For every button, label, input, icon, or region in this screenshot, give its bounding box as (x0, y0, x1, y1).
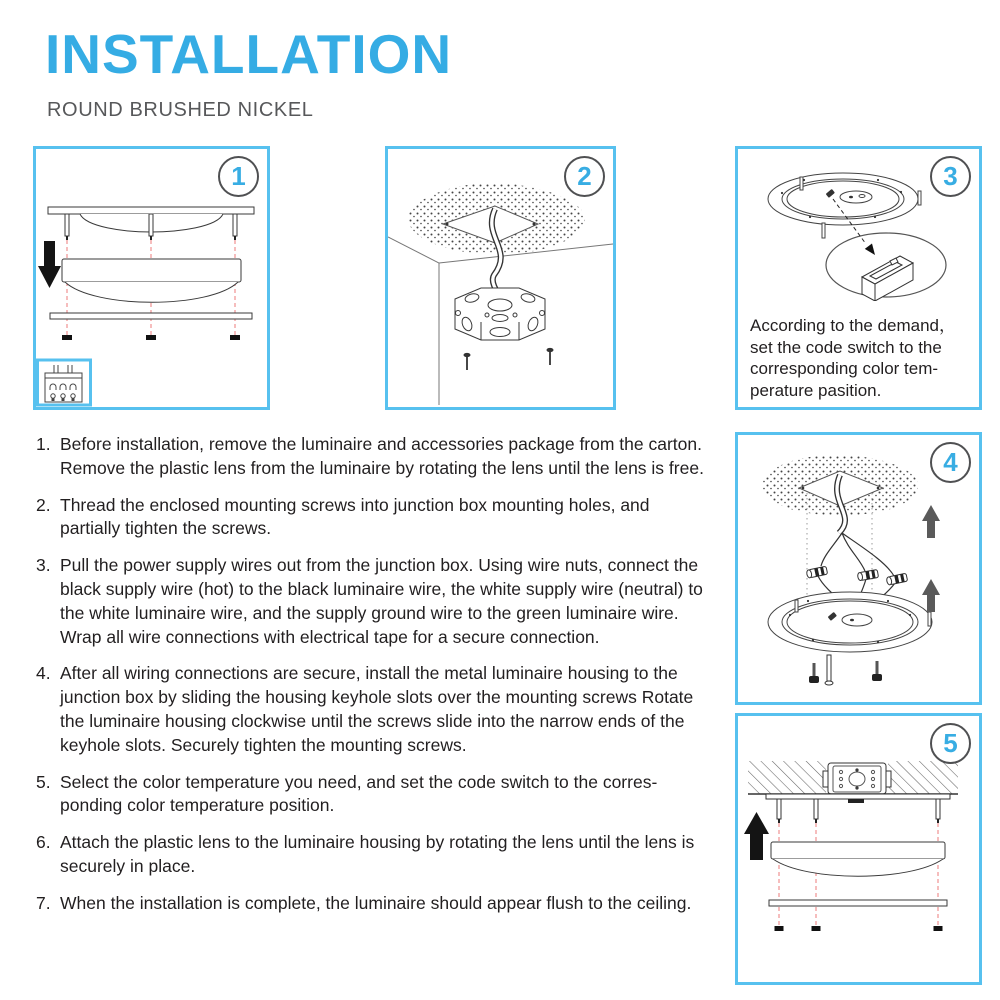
luminaire-back-plate (768, 592, 932, 652)
panel-number-3: 3 (943, 161, 958, 191)
panel-number-4: 4 (943, 447, 958, 477)
step-text: Attach the plastic lens to the luminaire housing by rotating the lens until the lens is securely in place. (60, 832, 695, 876)
step-text: Pull the power supply wires out from the junction box. Using wire nuts, connect the black supply wire (hot) to the black luminaire wire, the white supply wire (neutral) to the white luminaire wire, and the supply ground wire to the green luminaire wire. Wrap all wire connections with electrical tape for a secure connection. (60, 555, 703, 647)
panel-step-1 (33, 146, 270, 410)
panel-step-4 (735, 432, 982, 705)
instruction-step-3 (36, 554, 712, 649)
panel3-caption (738, 315, 979, 401)
caption-line: corresponding color tem- (750, 359, 939, 379)
panel-step-3 (735, 146, 982, 410)
step-text: When the installation is complete, the luminaire should appear flush to the ceiling. (60, 892, 692, 913)
panel-number-badge-1 (218, 156, 259, 197)
luminaire-back-plate (768, 173, 921, 238)
trim-ring (769, 900, 947, 906)
loose-screws (464, 348, 553, 370)
up-arrow-icons (922, 505, 940, 612)
panel-number-5: 5 (943, 728, 958, 758)
caption-line: perature pasition. (750, 380, 882, 400)
page-title: INSTALLATION (45, 23, 453, 85)
caption-line: According to the demand， (750, 316, 957, 336)
panel-number-badge-4 (930, 442, 971, 483)
panel-number-1: 1 (231, 161, 246, 191)
screw-heads (62, 335, 240, 340)
instruction-step-5 (36, 771, 712, 819)
instruction-list (36, 433, 712, 929)
down-arrow-icon (38, 241, 61, 288)
step-number: 6. (36, 832, 51, 853)
mounting-screws (809, 655, 882, 685)
panel-number-badge-5 (930, 723, 971, 764)
screw-heads (775, 926, 943, 931)
instruction-step-4 (36, 662, 712, 757)
panel-step-2 (385, 146, 616, 410)
instruction-step-2 (36, 494, 712, 542)
instruction-step-1 (36, 433, 712, 481)
panel-number-badge-2 (564, 156, 605, 197)
caption-line: set the code switch to the (750, 337, 942, 357)
step-text: Select the color temperature you need, and set the code switch to the corres-ponding color temperature position. (60, 771, 658, 816)
code-switch-inset (38, 360, 91, 405)
panel-number-badge-3 (930, 156, 971, 197)
panel-number-2: 2 (577, 161, 592, 191)
wire-nuts (806, 566, 908, 585)
step-text: Thread the enclosed mounting screws into junction box mounting holes, and partially tighten the screws. (60, 494, 650, 539)
step-text: After all wiring connections are secure, install the metal luminaire housing to the junction box by sliding the housing keyhole slots over the mounting screws Rotate the luminaire housing clockwise until the screws slide into the narrow ends of the keyhole slots. Securely tighten the mounting screws. (60, 663, 694, 755)
octagonal-junction-box (455, 288, 545, 340)
page-subtitle: ROUND BRUSHED NICKEL (47, 99, 314, 121)
step-number: 3. (36, 555, 51, 576)
instruction-step-6 (36, 831, 712, 879)
up-arrow-icon (744, 812, 769, 860)
step-text: Before installation, remove the luminaire and accessories package from the carton. Remove the plastic lens from the luminaire by rotating the lens until the lens is free. (60, 434, 704, 478)
step-number: 5. (36, 771, 51, 792)
panel-step-5 (735, 713, 982, 985)
step-number: 1. (36, 434, 51, 454)
step-number: 7. (36, 892, 51, 913)
step-number: 4. (36, 663, 51, 684)
embedded-junction-box (823, 763, 891, 794)
mounting-plate (766, 794, 950, 799)
instruction-step-7 (36, 892, 712, 916)
step-number: 2. (36, 494, 51, 515)
